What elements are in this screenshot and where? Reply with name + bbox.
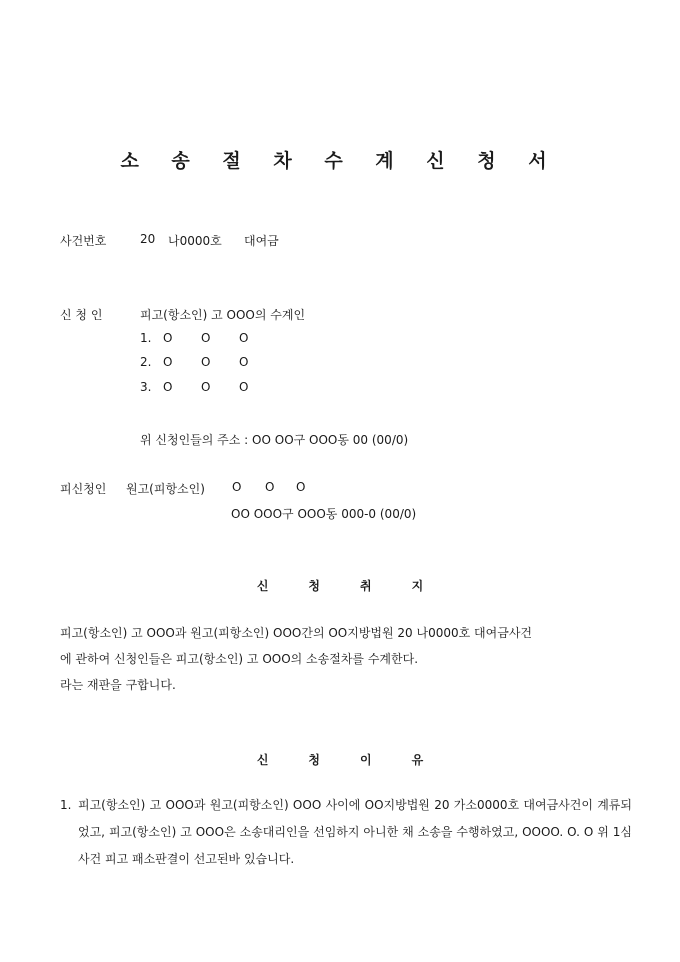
respondent-role: 원고(피항소인) <box>126 482 205 496</box>
applicant-address: 위 신청인들의 주소 : OO OO구 OOO동 00 (00/0) <box>140 433 409 447</box>
heir-1-number: 1. <box>140 331 152 345</box>
purpose-line-2: 에 관하여 신청인들은 피고(항소인) 고 OOO의 소송절차를 수계한다. <box>60 652 419 666</box>
reason-heading-char: 이 <box>360 753 372 767</box>
purpose-heading-char: 청 <box>308 579 320 593</box>
respondent-address: OO OOO구 OOO동 000-0 (00/0) <box>231 507 417 521</box>
document-title: 소 송 절 차 수 계 신 청 서 <box>120 150 560 172</box>
purpose-heading-char: 취 <box>360 579 372 593</box>
heir-3-name-2: O <box>201 380 211 394</box>
heir-1-name-1: O <box>163 331 173 345</box>
purpose-body <box>60 620 632 698</box>
case-number: 나0000호 <box>168 234 222 248</box>
purpose-heading <box>0 577 680 594</box>
reason-item-number: 1. <box>60 798 72 812</box>
respondent-name-2: O <box>265 480 275 494</box>
heir-2-name-2: O <box>201 355 211 369</box>
respondent-name-1: O <box>232 480 242 494</box>
heir-3-name-1: O <box>163 380 173 394</box>
purpose-line-3: 라는 재판을 구합니다. <box>60 678 176 692</box>
reason-heading <box>0 751 680 768</box>
case-number-label: 사건번호 <box>60 234 107 248</box>
heir-3-number: 3. <box>140 380 152 394</box>
purpose-heading-char: 지 <box>411 579 424 593</box>
heir-2-name-1: O <box>163 355 173 369</box>
heir-2-name-3: O <box>239 355 249 369</box>
reason-item-1 <box>60 792 632 873</box>
reason-item-text: 피고(항소인) 고 OOO과 원고(피항소인) OOO 사이에 OO지방법원 20 가소0000호 대여금사건이 계류되었고, 피고(항소인) 고 OOO은 소송대리인을 선임하지 아니한 채 소송을 수행하였고, OOOO. O. O 위 1심사건 피고 패소판결이 선고된바 있습니다. <box>78 798 632 866</box>
purpose-heading-char: 신 <box>256 579 269 593</box>
reason-heading-char: 신 <box>256 753 269 767</box>
case-name: 대여금 <box>244 234 279 248</box>
heir-1-name-2: O <box>201 331 211 345</box>
respondent-label: 피신청인 <box>60 482 107 496</box>
respondent-name-3: O <box>296 480 306 494</box>
purpose-line-1: 피고(항소인) 고 OOO과 원고(피항소인) OOO간의 OO지방법원 20 나0000호 대여금사건 <box>60 626 533 640</box>
reason-heading-char: 유 <box>411 753 424 767</box>
applicant-description: 피고(항소인) 고 OOO의 수계인 <box>140 308 306 322</box>
heir-2-number: 2. <box>140 355 152 369</box>
applicant-label: 신 청 인 <box>60 308 103 322</box>
case-year: 20 <box>140 232 156 246</box>
heir-1-name-3: O <box>239 331 249 345</box>
reason-heading-char: 청 <box>308 753 320 767</box>
heir-3-name-3: O <box>239 380 249 394</box>
